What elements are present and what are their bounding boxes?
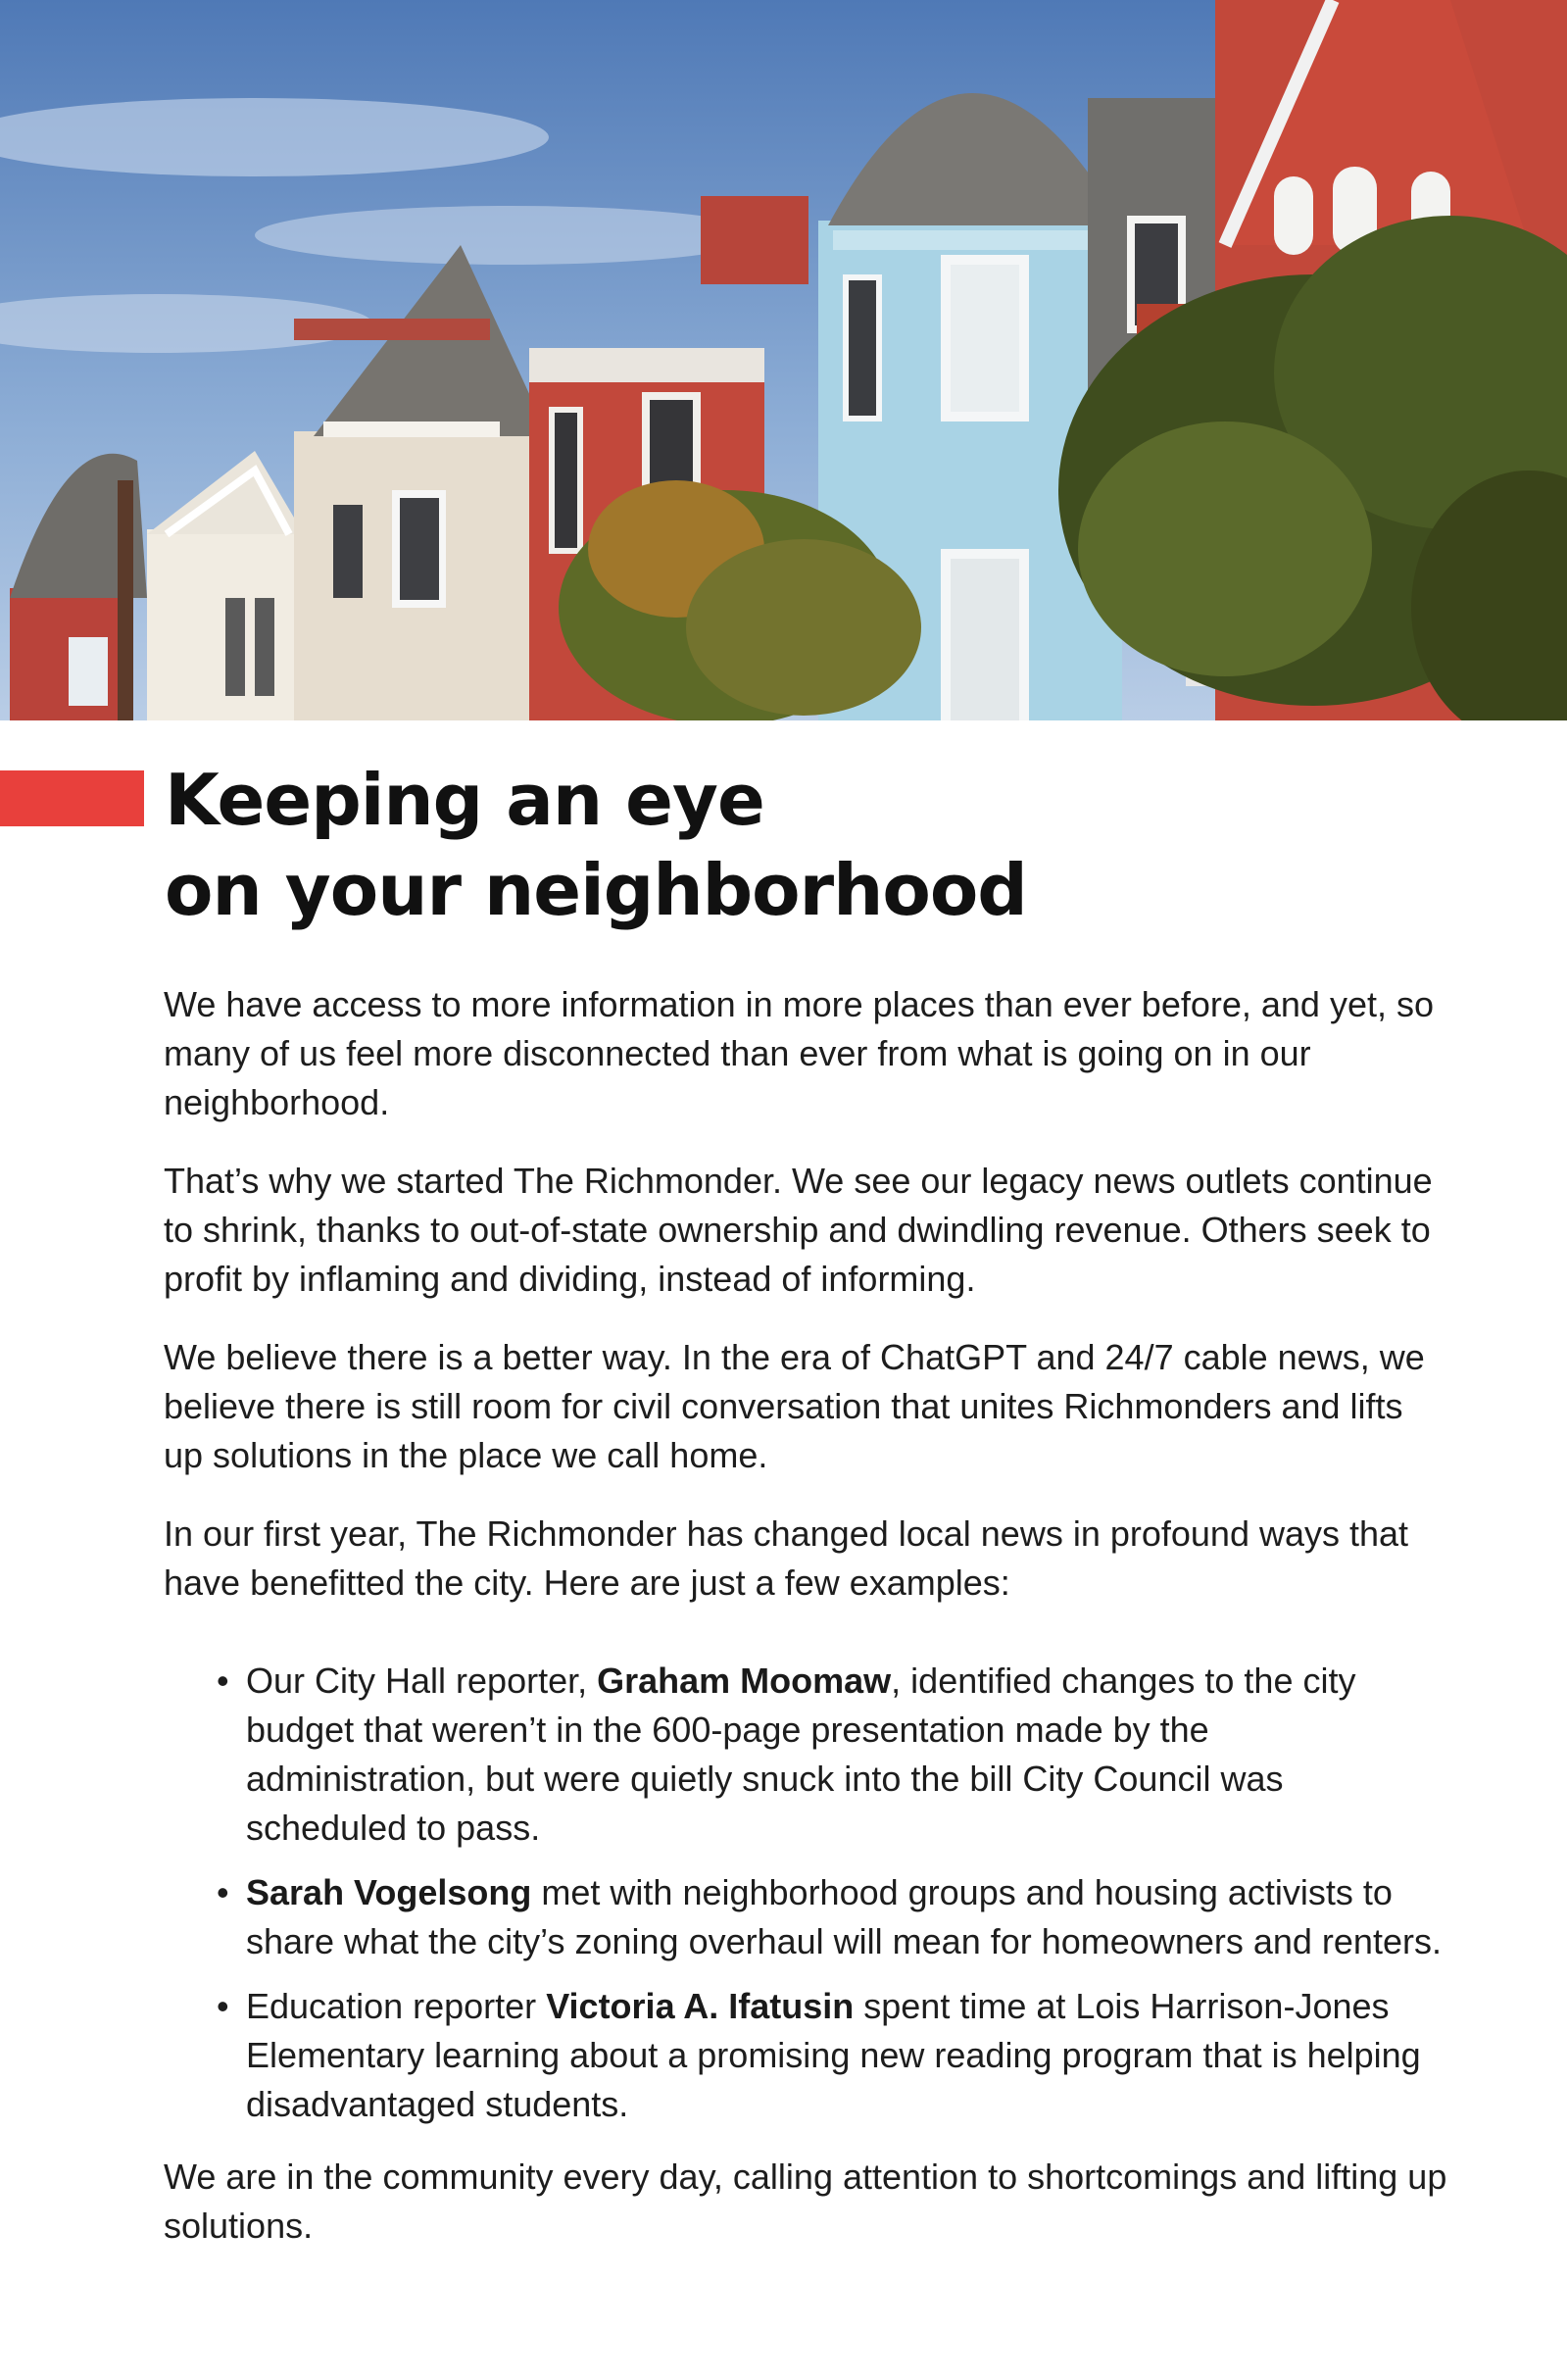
reporter-name: Victoria A. Ifatusin	[546, 1986, 855, 2026]
list-item	[217, 1982, 1447, 2129]
hero-image	[0, 0, 1567, 720]
reporter-name: Sarah Vogelsong	[246, 1872, 532, 1912]
list-item-text: Education reporter	[246, 1986, 547, 2026]
list-item-text: , identified changes to the city budget that weren’t in the 600-page presentation made by the administration, but were quietly snuck into the bill City Council was scheduled to pass.	[246, 1661, 1356, 1848]
page-title	[165, 755, 1439, 935]
examples-list	[164, 1657, 1447, 2129]
title-line-1: Keeping an eye	[165, 759, 764, 841]
list-item	[217, 1868, 1447, 1966]
paragraph-closing: We are in the community every day, calling attention to shortcomings and lifting up solutions.	[164, 2157, 1447, 2246]
bullet-icon: •	[217, 1661, 229, 1701]
list-item-text: met with neighborhood groups and housing activists to share what the city’s zoning overhaul will mean for homeowners and renters.	[246, 1872, 1442, 1961]
paragraph-why: That’s why we started The Richmonder. We see our legacy news outlets continue to shrink, thanks to out-of-state ownership and dwindling revenue. Others seek to profit by inflaming and dividing, instead of informing.	[164, 1161, 1433, 1299]
bullet-icon: •	[217, 1872, 229, 1912]
bullet-icon: •	[217, 1986, 229, 2026]
reporter-name: Graham Moomaw	[597, 1661, 892, 1701]
list-item-text: spent time at Lois Harrison-Jones Elementary learning about a promising new reading program that is helping disadvantaged students.	[246, 1986, 1421, 2124]
paragraph-better-way: We believe there is a better way. In the era of ChatGPT and 24/7 cable news, we believe there is still room for civil conversation that unites Richmonders and lifts up solutions in the place we call home.	[164, 1337, 1425, 1475]
title-line-2: on your neighborhood	[165, 849, 1027, 931]
paragraph-first-year: In our first year, The Richmonder has changed local news in profound ways that have benefitted the city. Here are just a few examples:	[164, 1513, 1409, 1603]
list-item-text: Our City Hall reporter,	[246, 1661, 598, 1701]
article-body	[164, 980, 1447, 2280]
list-item	[217, 1657, 1447, 1853]
accent-bar	[0, 770, 144, 826]
paragraph-intro: We have access to more information in more places than ever before, and yet, so many of us feel more disconnected than ever from what is going on in our neighborhood.	[164, 984, 1434, 1122]
rowhouses-illustration	[0, 0, 1567, 720]
